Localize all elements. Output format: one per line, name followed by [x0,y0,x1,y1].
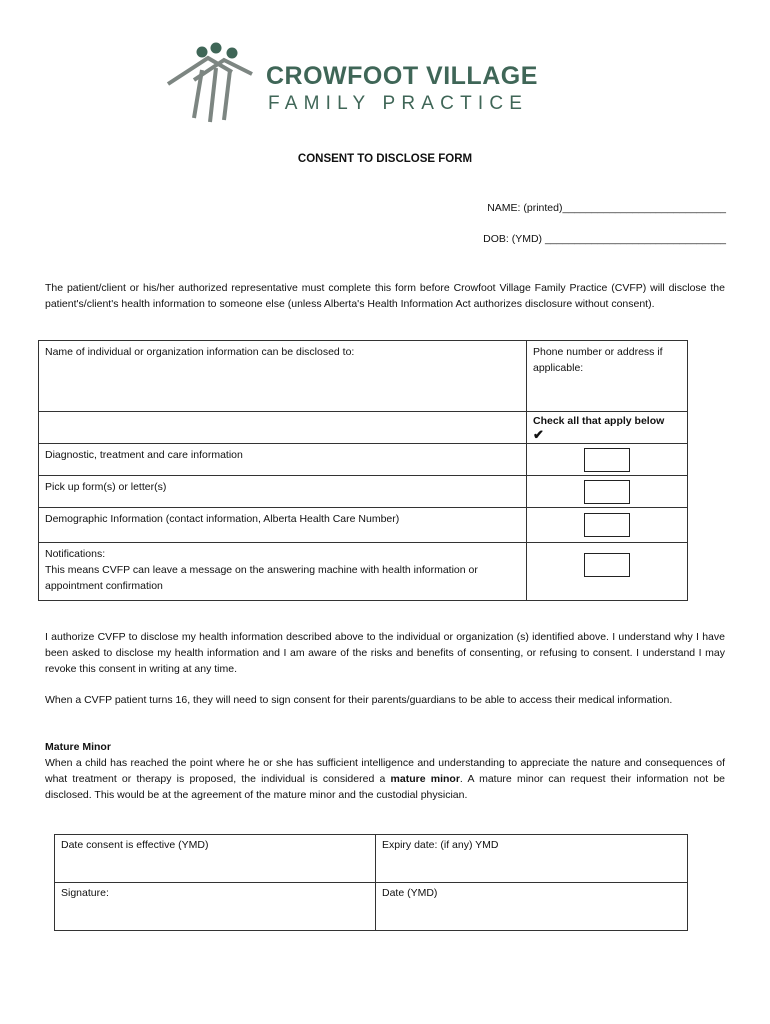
signature-label: Signature: [61,887,109,899]
mature-minor-heading-text: Mature Minor [45,741,111,753]
notifications-line3: appointment confirmation [45,580,163,592]
mature-minor-bold: mature minor [390,773,460,785]
dob-label: DOB: (YMD) [483,233,545,245]
dob-blank[interactable]: _______________________________ [544,233,726,245]
date-effective-cell[interactable] [55,835,376,883]
recipient-phone-header: Phone number or address if applicable: [533,346,663,374]
check-header-cell [527,412,688,444]
row-label [39,543,527,601]
checkbox-cell [527,543,688,601]
checkbox-cell [527,476,688,508]
check-mark-icon: ✔ [533,427,544,442]
pickup-forms-checkbox[interactable] [584,480,630,504]
empty-cell [39,412,527,444]
demographic-checkbox[interactable] [584,513,630,537]
notifications-line2: This means CVFP can leave a message on the answering machine with health information or [45,564,478,576]
notifications-line1: Notifications: [45,548,106,560]
notifications-checkbox[interactable] [584,553,630,577]
expiry-date-label: Expiry date: (if any) YMD [382,839,499,851]
table-row [39,508,688,543]
brand-name-line2: FAMILY PRACTICE [268,93,529,114]
dob-field[interactable] [483,233,726,245]
row-label: Demographic Information (contact information, Alberta Health Care Number) [39,508,527,543]
brand-name-line1: CROWFOOT VILLAGE [266,62,538,90]
mature-minor-text-before: When a child has reached the point where he or she has sufficient intelligence and understanding to appreciate the nature and consequences of what treatment or therapy is proposed, the individual is considered a [45,757,725,785]
table-row [39,444,688,476]
mature-minor-text-after: . A mature minor can request their information not be disclosed. This would be at the agreement of the mature minor and the custodial physician. [45,773,725,801]
name-blank[interactable]: ____________________________ [562,202,726,214]
checkbox-cell [527,444,688,476]
checkbox-cell [527,508,688,543]
diagnostic-checkbox[interactable] [584,448,630,472]
mature-minor-heading [45,739,725,755]
name-field[interactable] [487,202,726,214]
check-all-header: Check all that apply below [533,415,665,427]
expiry-date-cell[interactable] [376,835,688,883]
recipient-name-cell[interactable] [39,341,527,412]
row-label: Diagnostic, treatment and care information [39,444,527,476]
recipient-phone-cell[interactable] [527,341,688,412]
table-row [39,476,688,508]
recipient-table [38,340,688,601]
row-label: Pick up form(s) or letter(s) [39,476,527,508]
table-row [39,543,688,601]
date-cell[interactable] [376,883,688,931]
mature-minor-paragraph [45,755,725,803]
date-effective-label: Date consent is effective (YMD) [61,839,209,851]
form-title: CONSENT TO DISCLOSE FORM [297,153,473,165]
authorization-paragraph: I authorize CVFP to disclose my health information described above to the individual or organization (s) identified above. I understand why I have been asked to disclose my health information and I am aware of the risks and benefits of consenting, or refusing to consent. I understand I may revoke this consent in writing at any time. [45,631,725,675]
name-label: NAME: (printed) [487,202,563,214]
age16-paragraph: When a CVFP patient turns 16, they will need to sign consent for their parents/guardians to be able to access their medical information. [45,694,673,706]
recipient-name-header: Name of individual or organization information can be disclosed to: [45,346,355,358]
intro-paragraph: The patient/client or his/her authorized representative must complete this form before Crowfoot Village Family Practice (CVFP) will disclose the patient's/client's health information to someone else (unless Alberta's Health Information Act authorizes disclosure without consent). [45,282,725,310]
date-label: Date (YMD) [382,887,438,899]
signature-table [54,834,688,931]
signature-cell[interactable] [55,883,376,931]
